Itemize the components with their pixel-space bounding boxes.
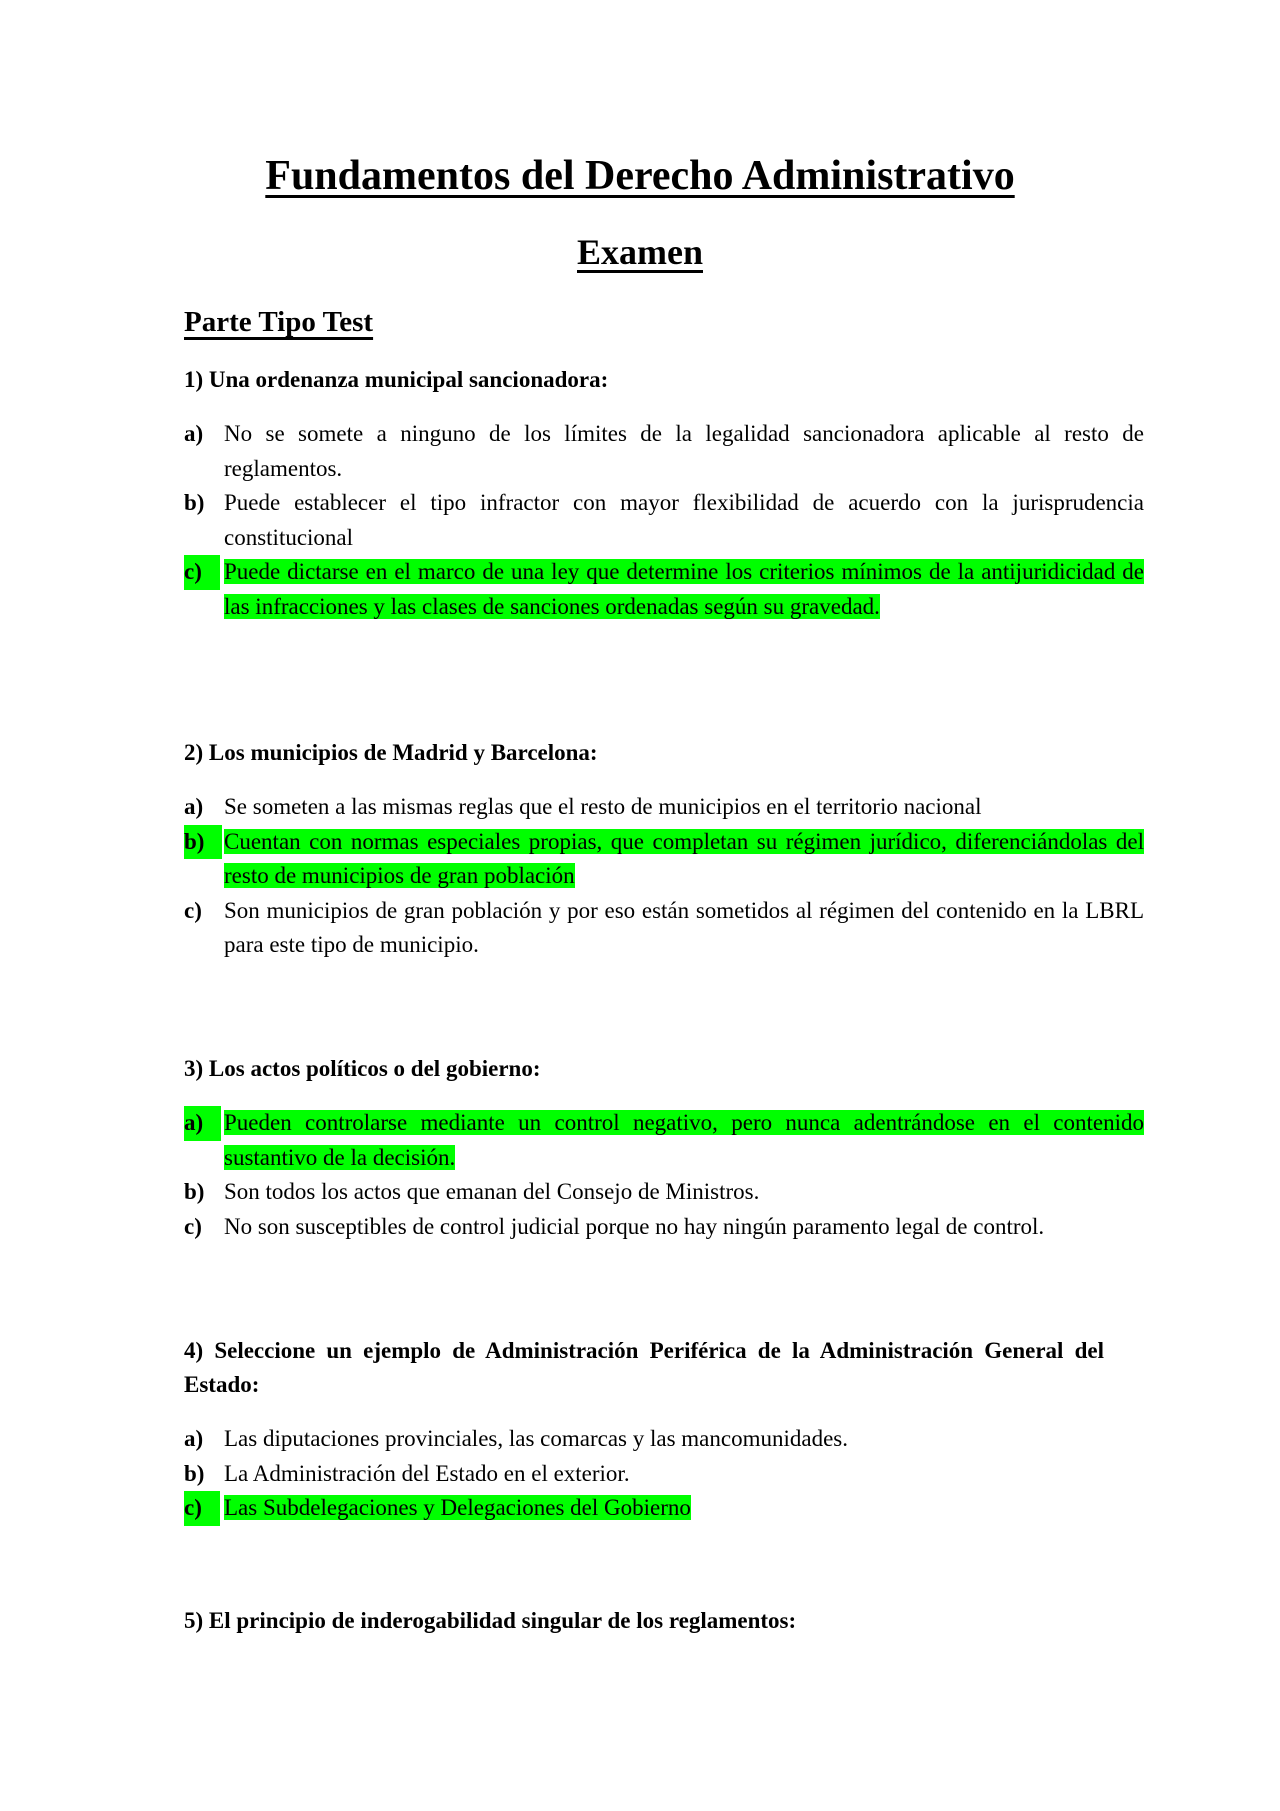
option-letter: a) (184, 794, 204, 819)
question-5 (184, 1604, 1104, 1638)
options-list (184, 790, 1144, 963)
options-list (184, 1106, 1144, 1244)
option-text: Son municipios de gran población y por eso están sometidos al régimen del contenido en la LBRL para este tipo de municipio. (224, 897, 1144, 957)
option-text: Se someten a las mismas reglas que el resto de municipios en el territorio nacional (224, 794, 982, 819)
document-subtitle-text: Examen (577, 232, 703, 272)
document-title-text: Fundamentos del Derecho Administrativo (265, 153, 1015, 199)
option-letter: a) (184, 421, 204, 446)
question-text: 4) Seleccione un ejemplo de Administración Periférica de la Administración General del Estado: (184, 1338, 1104, 1397)
option-letter: b) (184, 1460, 205, 1486)
option-letter: c) (184, 555, 220, 590)
question-text: 3) Los actos políticos o del gobierno: (184, 1056, 541, 1081)
option-a (146, 790, 1144, 825)
option-text: Puede dictarse en el marco de una ley que determine los criterios mínimos de la antijuridicidad de las infracciones y las clases de sanciones ordenadas según su gravedad. (224, 559, 1144, 619)
question-1 (184, 363, 1144, 624)
option-b (146, 1175, 1144, 1210)
question-3 (184, 1052, 1144, 1244)
option-letter: a) (184, 1106, 221, 1141)
section-title (184, 302, 373, 342)
option-letter: b) (184, 1179, 205, 1204)
option-text: Pueden controlarse mediante un control negativo, pero nunca adentrándose en el contenido sustantivo de la decisión. (224, 1110, 1144, 1170)
option-text: Puede establecer el tipo infractor con mayor flexibilidad de acuerdo con la jurisprudencia constitucional (224, 490, 1144, 550)
options-list (184, 1422, 1104, 1526)
option-a-correct (146, 1106, 1144, 1175)
option-letter: c) (184, 1213, 202, 1239)
option-b (146, 486, 1144, 555)
option-letter: a) (184, 1426, 204, 1451)
option-b (146, 1457, 1144, 1492)
option-text: Las Subdelegaciones y Delegaciones del Gobierno (224, 1495, 691, 1520)
document-subtitle (0, 228, 1280, 276)
option-a (146, 417, 1144, 486)
option-text: No se somete a ninguno de los límites de la legalidad sancionadora aplicable al resto de reglamentos. (224, 421, 1144, 481)
question-text: 5) El principio de inderogabilidad singular de los reglamentos: (184, 1608, 797, 1633)
option-letter: c) (184, 897, 202, 923)
option-text: Cuentan con normas especiales propias, que completan su régimen jurídico, diferenciándolas del resto de municipios de gran población (224, 828, 1144, 888)
option-c-correct (146, 555, 1144, 624)
option-letter: c) (184, 1491, 220, 1526)
question-2 (184, 736, 1144, 963)
option-c (146, 894, 1144, 963)
option-text: Las diputaciones provinciales, las comarcas y las mancomunidades. (224, 1426, 848, 1451)
option-c-correct (146, 1491, 1144, 1526)
option-c (146, 1210, 1144, 1245)
option-letter: b) (184, 490, 205, 515)
option-letter: b) (184, 825, 222, 860)
option-text: Son todos los actos que emanan del Consejo de Ministros. (224, 1179, 760, 1204)
question-4 (184, 1334, 1104, 1526)
question-text: 2) Los municipios de Madrid y Barcelona: (184, 740, 598, 765)
document-title (0, 148, 1280, 204)
option-text: La Administración del Estado en el exterior. (224, 1460, 630, 1486)
option-a (146, 1422, 1144, 1457)
question-text: 1) Una ordenanza municipal sancionadora: (184, 367, 609, 392)
options-list (184, 417, 1144, 624)
option-b-correct (146, 825, 1144, 894)
option-text: No son susceptibles de control judicial porque no hay ningún paramento legal de control. (224, 1213, 1045, 1239)
section-title-text: Parte Tipo Test (184, 306, 374, 338)
